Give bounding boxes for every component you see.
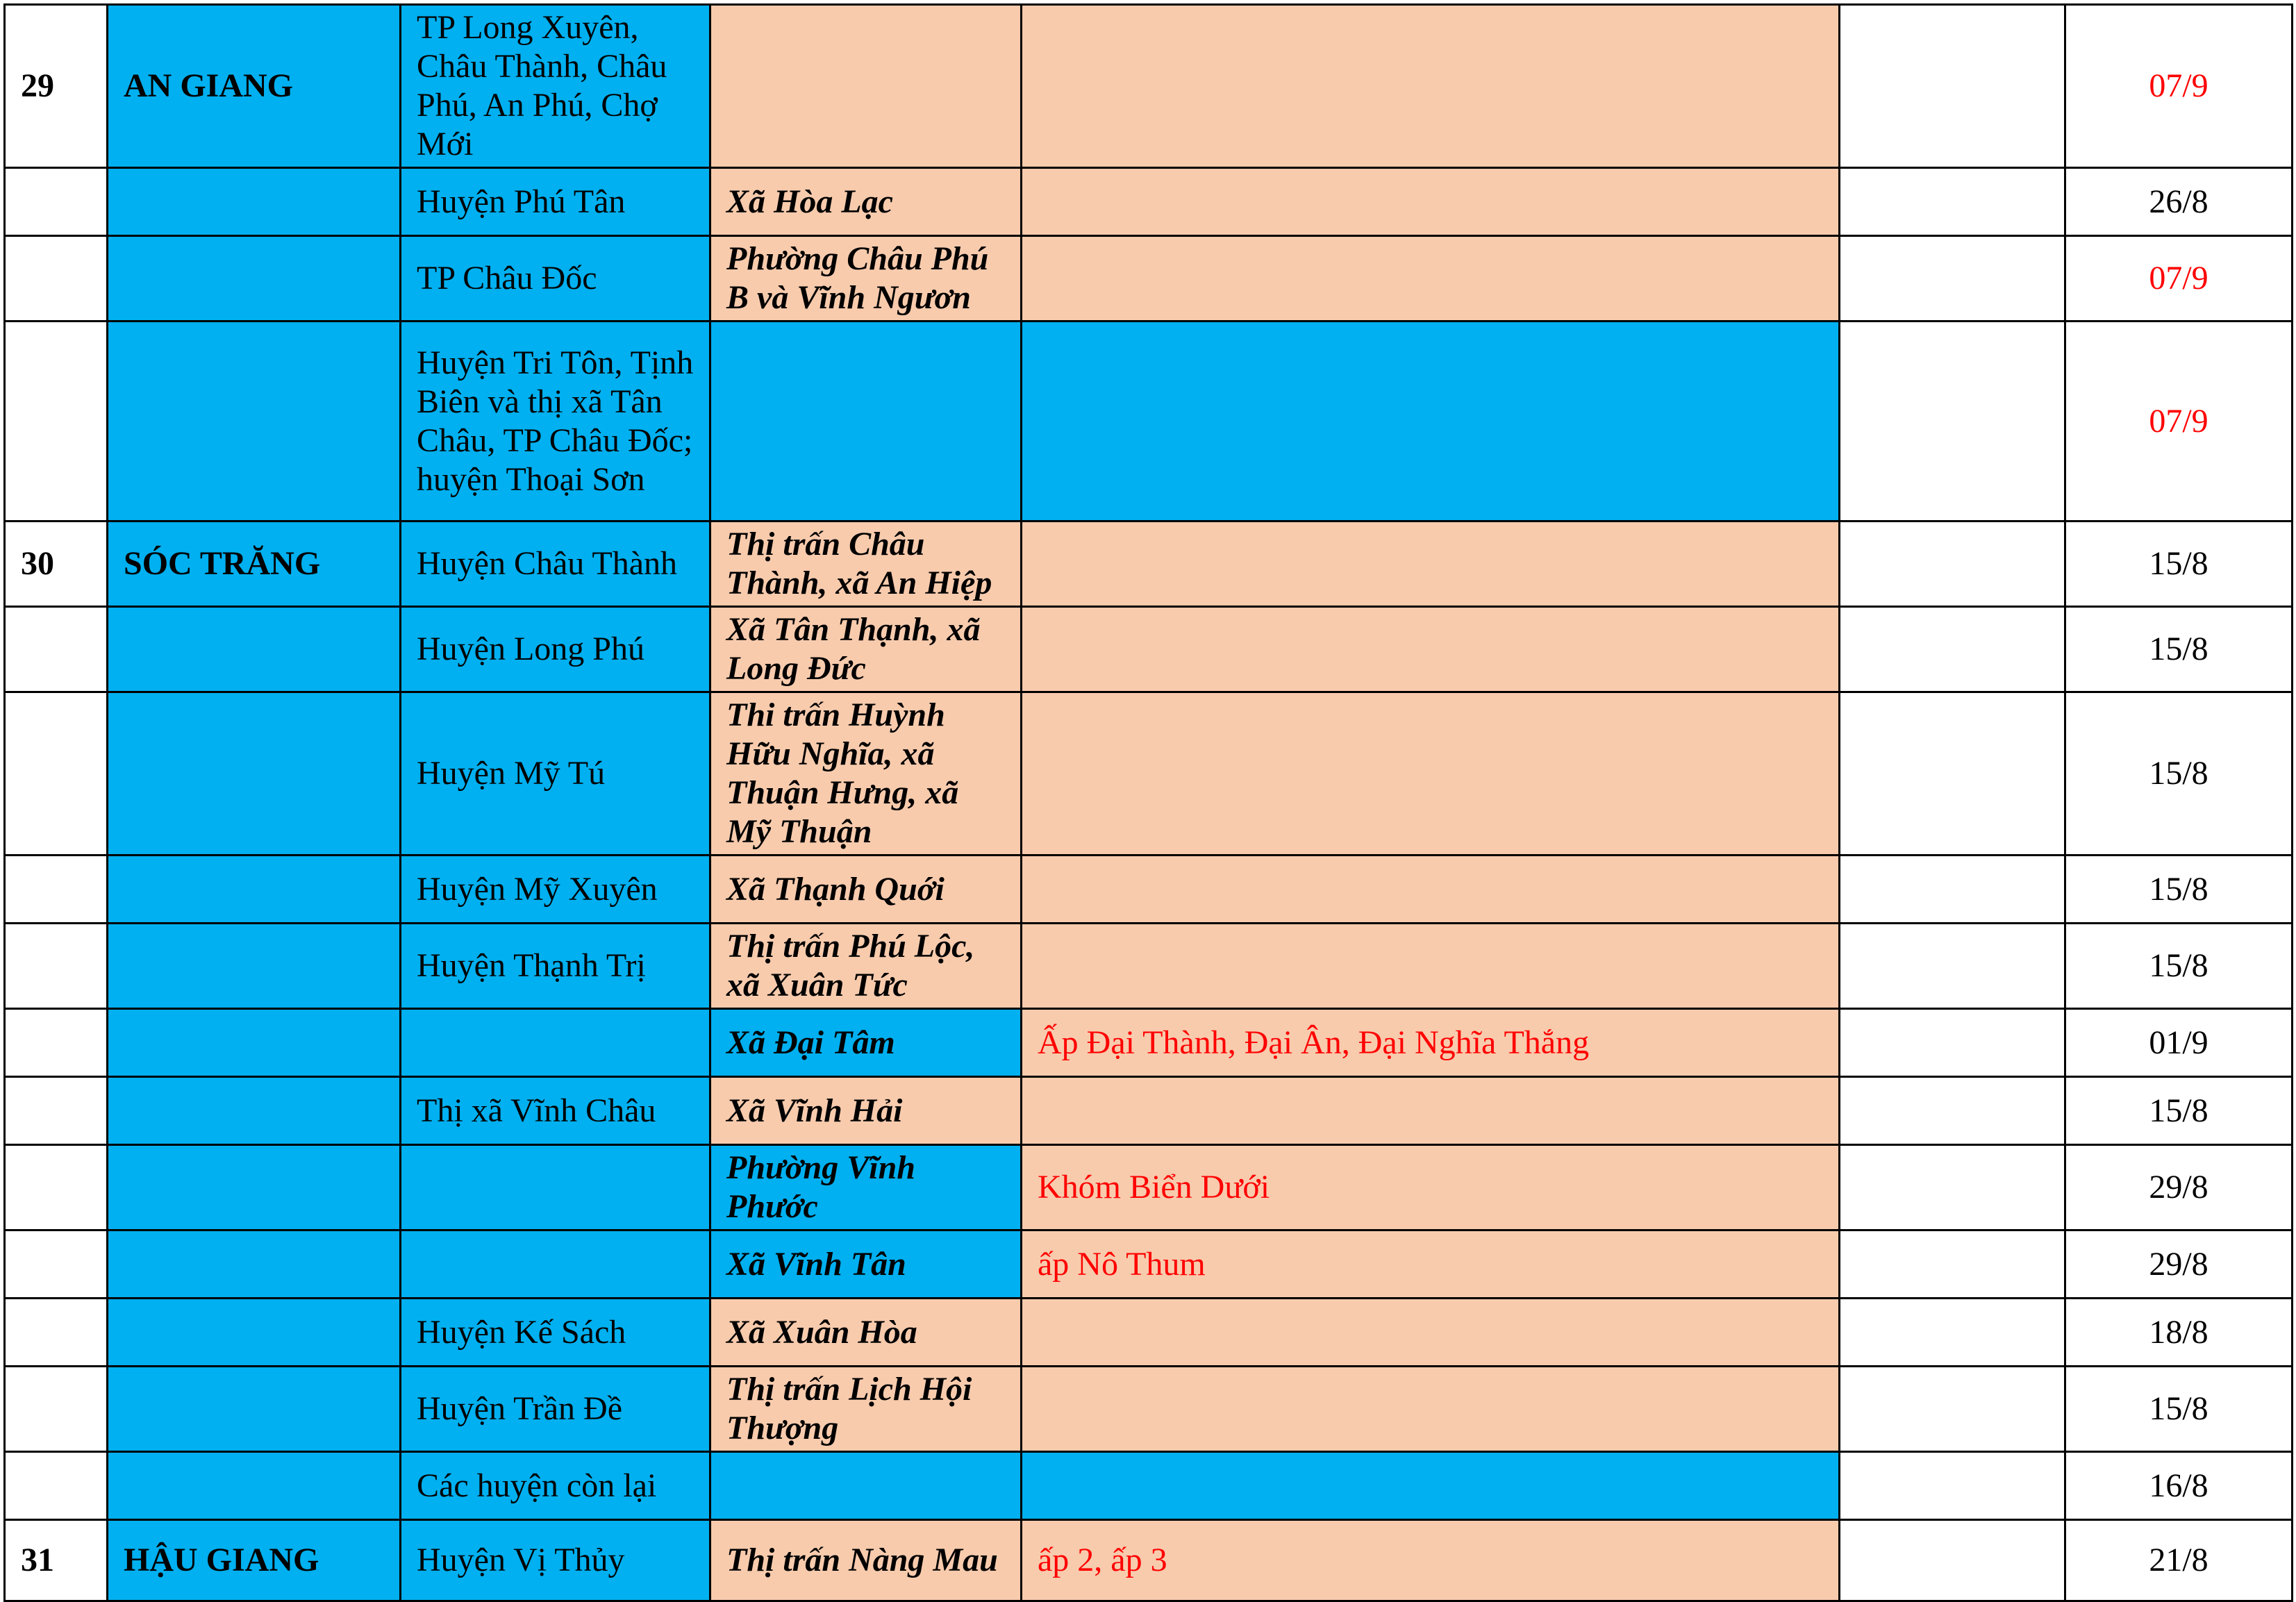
- detail-cell: [1022, 856, 1840, 924]
- date-cell: 16/8: [2065, 1452, 2293, 1520]
- stt-cell: 31: [5, 1520, 108, 1601]
- detail-cell: ấp Nô Thum: [1022, 1230, 1840, 1299]
- stt-cell: [5, 236, 108, 322]
- commune-cell: Xã Thạnh Quới: [710, 856, 1022, 924]
- commune-cell: Xã Hòa Lạc: [710, 168, 1022, 236]
- province-cell: HẬU GIANG: [108, 1520, 401, 1601]
- province-cell: [108, 236, 401, 322]
- province-cell: [108, 1077, 401, 1145]
- district-cell: Huyện Thạnh Trị: [401, 924, 710, 1009]
- detail-cell: [1022, 1367, 1840, 1452]
- province-cell: [108, 607, 401, 692]
- date-cell: 15/8: [2065, 522, 2293, 607]
- stt-cell: [5, 1145, 108, 1230]
- empty-cell: [1840, 522, 2065, 607]
- table-row: [5, 5, 2293, 168]
- zone-table: [3, 3, 2293, 1602]
- commune-cell: Thị trấn Châu Thành, xã An Hiệp: [710, 522, 1022, 607]
- empty-cell: [1840, 924, 2065, 1009]
- province-cell: [108, 1299, 401, 1367]
- detail-cell: Khóm Biển Dưới: [1022, 1145, 1840, 1230]
- district-cell: Huyện Trần Đề: [401, 1367, 710, 1452]
- commune-cell: Thị trấn Phú Lộc, xã Xuân Tức: [710, 924, 1022, 1009]
- empty-cell: [1840, 607, 2065, 692]
- empty-cell: [1840, 1230, 2065, 1299]
- detail-cell: [1022, 322, 1840, 522]
- stt-cell: [5, 924, 108, 1009]
- province-cell: [108, 322, 401, 522]
- district-cell: TP Long Xuyên, Châu Thành, Châu Phú, An Phú, Chợ Mới: [401, 5, 710, 168]
- province-cell: AN GIANG: [108, 5, 401, 168]
- commune-cell: Xã Vĩnh Tân: [710, 1230, 1022, 1299]
- date-cell: 15/8: [2065, 692, 2293, 856]
- table-row: [5, 1367, 2293, 1452]
- district-cell: Huyện Châu Thành: [401, 522, 710, 607]
- table-row: [5, 1299, 2293, 1367]
- district-cell: Các huyện còn lại: [401, 1452, 710, 1520]
- date-cell: 26/8: [2065, 168, 2293, 236]
- table-row: [5, 168, 2293, 236]
- stt-cell: [5, 1230, 108, 1299]
- district-cell: Thị xã Vĩnh Châu: [401, 1077, 710, 1145]
- detail-cell: [1022, 1299, 1840, 1367]
- province-cell: [108, 1145, 401, 1230]
- date-cell: 21/8: [2065, 1520, 2293, 1601]
- empty-cell: [1840, 1452, 2065, 1520]
- stt-cell: [5, 1299, 108, 1367]
- date-cell: 15/8: [2065, 1077, 2293, 1145]
- date-cell: 07/9: [2065, 236, 2293, 322]
- stt-cell: [5, 1367, 108, 1452]
- district-cell: [401, 1230, 710, 1299]
- table-row: [5, 856, 2293, 924]
- commune-cell: Phường Vĩnh Phước: [710, 1145, 1022, 1230]
- detail-cell: Ấp Đại Thành, Đại Ân, Đại Nghĩa Thắng: [1022, 1009, 1840, 1077]
- detail-cell: [1022, 607, 1840, 692]
- province-cell: [108, 692, 401, 856]
- district-cell: Huyện Phú Tân: [401, 168, 710, 236]
- empty-cell: [1840, 1009, 2065, 1077]
- table-row: [5, 1230, 2293, 1299]
- commune-cell: [710, 1452, 1022, 1520]
- table-row: [5, 1077, 2293, 1145]
- stt-cell: [5, 322, 108, 522]
- district-cell: Huyện Vị Thủy: [401, 1520, 710, 1601]
- commune-cell: Xã Đại Tâm: [710, 1009, 1022, 1077]
- table-row: [5, 1520, 2293, 1601]
- detail-cell: [1022, 924, 1840, 1009]
- province-cell: [108, 1452, 401, 1520]
- table-row: [5, 924, 2293, 1009]
- date-cell: 15/8: [2065, 924, 2293, 1009]
- commune-cell: [710, 5, 1022, 168]
- province-cell: SÓC TRĂNG: [108, 522, 401, 607]
- detail-cell: [1022, 692, 1840, 856]
- district-cell: Huyện Kế Sách: [401, 1299, 710, 1367]
- date-cell: 01/9: [2065, 1009, 2293, 1077]
- detail-cell: [1022, 1452, 1840, 1520]
- table-row: [5, 607, 2293, 692]
- detail-cell: [1022, 5, 1840, 168]
- table-body: [5, 5, 2293, 1601]
- commune-cell: Thi trấn Huỳnh Hữu Nghĩa, xã Thuận Hưng, xã Mỹ Thuận: [710, 692, 1022, 856]
- stt-cell: [5, 1009, 108, 1077]
- stt-cell: [5, 168, 108, 236]
- stt-cell: [5, 607, 108, 692]
- table-row: [5, 322, 2293, 522]
- commune-cell: Xã Tân Thạnh, xã Long Đức: [710, 607, 1022, 692]
- commune-cell: Thị trấn Lịch Hội Thượng: [710, 1367, 1022, 1452]
- stt-cell: 29: [5, 5, 108, 168]
- table-row: [5, 522, 2293, 607]
- table-row: [5, 692, 2293, 856]
- stt-cell: 30: [5, 522, 108, 607]
- empty-cell: [1840, 322, 2065, 522]
- province-cell: [108, 856, 401, 924]
- district-cell: Huyện Long Phú: [401, 607, 710, 692]
- commune-cell: Xã Xuân Hòa: [710, 1299, 1022, 1367]
- province-cell: [108, 1230, 401, 1299]
- detail-cell: [1022, 168, 1840, 236]
- detail-cell: ấp 2, ấp 3: [1022, 1520, 1840, 1601]
- district-cell: Huyện Tri Tôn, Tịnh Biên và thị xã Tân Châu, TP Châu Đốc; huyện Thoại Sơn: [401, 322, 710, 522]
- commune-cell: Thị trấn Nàng Mau: [710, 1520, 1022, 1601]
- stt-cell: [5, 692, 108, 856]
- empty-cell: [1840, 236, 2065, 322]
- empty-cell: [1840, 1145, 2065, 1230]
- table-row: [5, 1009, 2293, 1077]
- date-cell: 15/8: [2065, 1367, 2293, 1452]
- district-cell: [401, 1009, 710, 1077]
- table-row: [5, 1145, 2293, 1230]
- district-cell: Huyện Mỹ Tú: [401, 692, 710, 856]
- stt-cell: [5, 856, 108, 924]
- district-cell: TP Châu Đốc: [401, 236, 710, 322]
- province-cell: [108, 924, 401, 1009]
- empty-cell: [1840, 1299, 2065, 1367]
- empty-cell: [1840, 5, 2065, 168]
- date-cell: 29/8: [2065, 1145, 2293, 1230]
- empty-cell: [1840, 1077, 2065, 1145]
- empty-cell: [1840, 856, 2065, 924]
- commune-cell: [710, 322, 1022, 522]
- detail-cell: [1022, 1077, 1840, 1145]
- date-cell: 29/8: [2065, 1230, 2293, 1299]
- date-cell: 07/9: [2065, 5, 2293, 168]
- detail-cell: [1022, 522, 1840, 607]
- district-cell: Huyện Mỹ Xuyên: [401, 856, 710, 924]
- province-cell: [108, 168, 401, 236]
- empty-cell: [1840, 168, 2065, 236]
- commune-cell: Phường Châu Phú B và Vĩnh Ngươn: [710, 236, 1022, 322]
- detail-cell: [1022, 236, 1840, 322]
- empty-cell: [1840, 1367, 2065, 1452]
- province-cell: [108, 1367, 401, 1452]
- province-cell: [108, 1009, 401, 1077]
- date-cell: 15/8: [2065, 856, 2293, 924]
- stt-cell: [5, 1077, 108, 1145]
- empty-cell: [1840, 1520, 2065, 1601]
- date-cell: 18/8: [2065, 1299, 2293, 1367]
- district-cell: [401, 1145, 710, 1230]
- commune-cell: Xã Vĩnh Hải: [710, 1077, 1022, 1145]
- table-row: [5, 1452, 2293, 1520]
- empty-cell: [1840, 692, 2065, 856]
- stt-cell: [5, 1452, 108, 1520]
- table-row: [5, 236, 2293, 322]
- date-cell: 15/8: [2065, 607, 2293, 692]
- date-cell: 07/9: [2065, 322, 2293, 522]
